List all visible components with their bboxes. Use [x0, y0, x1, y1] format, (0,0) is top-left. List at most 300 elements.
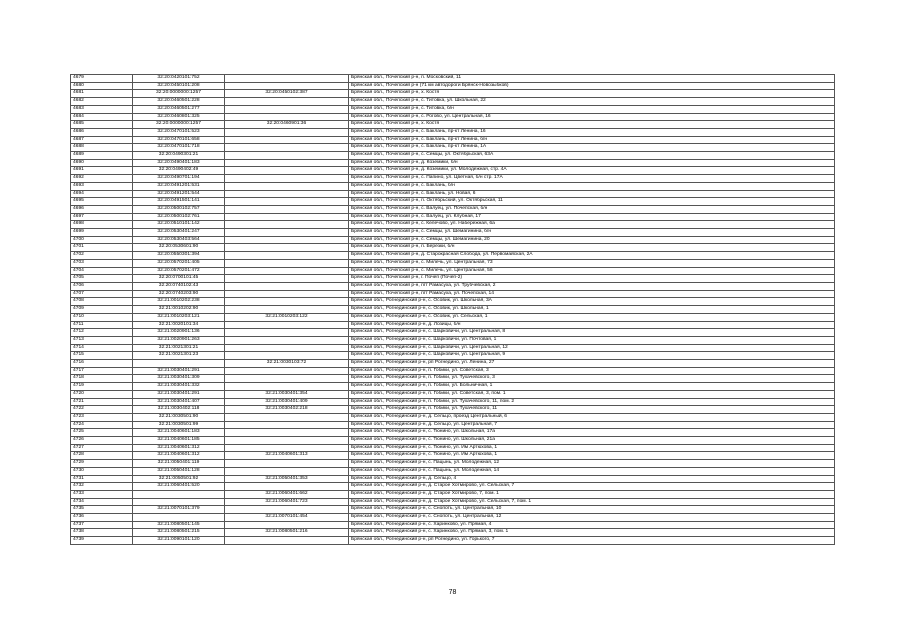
cadastral-number-cell	[133, 498, 225, 506]
table-row	[71, 506, 835, 514]
table-row	[71, 321, 835, 329]
row-number-cell: 4707	[71, 290, 133, 298]
table-row	[71, 537, 835, 545]
table-row	[71, 236, 835, 244]
address-cell: Брянская обл., Рогнединский р-н, рп Рогнедино, ул. Ленина, 27	[349, 360, 835, 368]
table-row	[71, 413, 835, 421]
address-cell: Брянская обл., Почепский р-н, с. Милечь, ул. Центральная, 56	[349, 267, 835, 275]
address-cell: Брянская обл., Рогнединский р-н, п. Гобики, ул. Советская, 3, пом. 1	[349, 390, 835, 398]
table-row	[71, 444, 835, 452]
address-cell: Брянская обл., Почепский р-н, с. Семцы, ул. Шемагинина, б/н	[349, 229, 835, 237]
object-cadastral-number-cell	[225, 367, 349, 375]
row-number-cell: 4723	[71, 413, 133, 421]
cadastral-number-cell: 32:21:0050401:128	[133, 467, 225, 475]
row-number-cell: 4732	[71, 483, 133, 491]
cadastral-number-cell: 32:20:0460801:325	[133, 113, 225, 121]
address-cell: Брянская обл., Почепский р-н, п. Березки, б/н	[349, 244, 835, 252]
cadastral-number-cell: 32:20:0490401:183	[133, 159, 225, 167]
row-number-cell: 4733	[71, 490, 133, 498]
address-cell: Брянская обл., Рогнединский р-н, с. Тюнино, ул. Школьная, 21а	[349, 437, 835, 445]
object-cadastral-number-cell: 32:21:0050401:353	[225, 475, 349, 483]
address-cell: Брянская обл., Рогнединский р-н, с. Шарковичи, ул. Почтовая, 1	[349, 336, 835, 344]
object-cadastral-number-cell	[225, 306, 349, 314]
object-cadastral-number-cell	[225, 383, 349, 391]
row-number-cell: 4722	[71, 406, 133, 414]
table-row	[71, 290, 835, 298]
row-number-cell: 4681	[71, 90, 133, 98]
address-cell: Брянская обл., Почепский р-н, п. Октябрьский, ул. Октябрьская, 11	[349, 198, 835, 206]
object-cadastral-number-cell	[225, 252, 349, 260]
object-cadastral-number-cell	[225, 352, 349, 360]
object-cadastral-number-cell: 32:21:0030401:409	[225, 398, 349, 406]
table-row	[71, 421, 835, 429]
row-number-cell: 4683	[71, 105, 133, 113]
table-row	[71, 175, 835, 183]
row-number-cell: 4718	[71, 375, 133, 383]
object-cadastral-number-cell	[225, 537, 349, 545]
row-number-cell: 4737	[71, 521, 133, 529]
table-row	[71, 205, 835, 213]
table-row	[71, 198, 835, 206]
address-cell: Брянская обл., Рогнединский р-н, д. Сельцо, ул. Центральная, 7	[349, 421, 835, 429]
object-cadastral-number-cell	[225, 113, 349, 121]
row-number-cell: 4680	[71, 82, 133, 90]
object-cadastral-number-cell: 32:21:0030103:72	[225, 360, 349, 368]
table-row	[71, 213, 835, 221]
address-cell: Брянская обл., Почепский р-н, с. Баклань, пр-кт Ленина, б/н	[349, 136, 835, 144]
table-row	[71, 521, 835, 529]
table-row	[71, 221, 835, 229]
cadastral-number-cell: 32:20:0490301:21	[133, 152, 225, 160]
row-number-cell: 4679	[71, 75, 133, 83]
cadastral-number-cell: 32:20:0500102:757	[133, 205, 225, 213]
cadastral-number-cell	[133, 360, 225, 368]
object-cadastral-number-cell	[225, 98, 349, 106]
object-cadastral-number-cell	[225, 429, 349, 437]
row-number-cell: 4685	[71, 121, 133, 129]
cadastral-number-cell	[133, 514, 225, 522]
cadastral-number-cell: 32:20:0490701:194	[133, 175, 225, 183]
address-cell: Брянская обл., Рогнединский р-н, д. Сельцо, проезд Центральный, 6	[349, 413, 835, 421]
row-number-cell: 4734	[71, 498, 133, 506]
object-cadastral-number-cell	[225, 213, 349, 221]
row-number-cell: 4686	[71, 128, 133, 136]
row-number-cell: 4684	[71, 113, 133, 121]
object-cadastral-number-cell	[225, 267, 349, 275]
table-row	[71, 367, 835, 375]
row-number-cell: 4711	[71, 321, 133, 329]
cadastral-number-cell: 32:21:0030501:90	[133, 413, 225, 421]
table-row	[71, 336, 835, 344]
object-cadastral-number-cell	[225, 236, 349, 244]
object-cadastral-number-cell	[225, 329, 349, 337]
address-cell: Брянская обл., Рогнединский р-н, д. Старое Хотмирово, ул. Сельская, 7	[349, 483, 835, 491]
row-number-cell: 4688	[71, 144, 133, 152]
cadastral-number-cell: 32:21:0040601:312	[133, 444, 225, 452]
table-row	[71, 360, 835, 368]
row-number-cell: 4704	[71, 267, 133, 275]
cadastral-number-cell: 32:21:0020101:34	[133, 321, 225, 329]
address-cell: Брянская обл., Почепский р-н, пгт Рамасуха, ул. Трубчевская, 2	[349, 282, 835, 290]
cadastral-number-cell: 32:21:0090101:120	[133, 537, 225, 545]
table-row	[71, 483, 835, 491]
cadastral-number-cell: 32:20:0470101:658	[133, 136, 225, 144]
row-number-cell: 4703	[71, 259, 133, 267]
row-number-cell: 4714	[71, 344, 133, 352]
cadastral-number-cell	[133, 490, 225, 498]
address-cell: Брянская обл., Почепский р-н, с. Титовка, ул. Школьная, 22	[349, 98, 835, 106]
object-cadastral-number-cell	[225, 421, 349, 429]
table-row	[71, 90, 835, 98]
cadastral-number-cell: 32:21:0021301:23	[133, 352, 225, 360]
table-row	[71, 437, 835, 445]
row-number-cell: 4689	[71, 152, 133, 160]
object-cadastral-number-cell	[225, 336, 349, 344]
row-number-cell: 4700	[71, 236, 133, 244]
address-cell: Брянская обл., Почепский р-н, с. Баклань, б/н	[349, 182, 835, 190]
row-number-cell: 4696	[71, 205, 133, 213]
address-cell: Брянская обл., Рогнединский р-н, с. Снопоть, ул. Центральная, 12	[349, 514, 835, 522]
object-cadastral-number-cell	[225, 437, 349, 445]
table-row	[71, 313, 835, 321]
table-row	[71, 298, 835, 306]
address-cell: Брянская обл., Рогнединский р-н, п. Гобики, ул. Советская, 3	[349, 367, 835, 375]
cadastral-number-cell: 32:20:0500102:761	[133, 213, 225, 221]
address-cell: Брянская обл., Почепский р-н, х. Костя	[349, 90, 835, 98]
object-cadastral-number-cell: 32:21:0060401:723	[225, 498, 349, 506]
table-row	[71, 406, 835, 414]
page-number: 78	[448, 589, 457, 596]
address-cell: Брянская обл., Почепский р-н, с. Семцы, ул. Октябрьская, 63А	[349, 152, 835, 160]
row-number-cell: 4713	[71, 336, 133, 344]
object-cadastral-number-cell	[225, 344, 349, 352]
cadastral-number-cell: 32:21:0030501:99	[133, 421, 225, 429]
cadastral-number-cell: 32:21:0040601:183	[133, 429, 225, 437]
object-cadastral-number-cell	[225, 198, 349, 206]
address-cell: Брянская обл., Почепский р-н, с. Папино, ул. Цветная, б/н стр. 17А	[349, 175, 835, 183]
cadastral-number-cell: 32:20:0491201:544	[133, 190, 225, 198]
object-cadastral-number-cell	[225, 221, 349, 229]
address-cell: Брянская обл., Почепский р-н, х. Костя	[349, 121, 835, 129]
object-cadastral-number-cell	[225, 298, 349, 306]
object-cadastral-number-cell: 32:21:0030401:354	[225, 390, 349, 398]
row-number-cell: 4725	[71, 429, 133, 437]
object-cadastral-number-cell	[225, 182, 349, 190]
address-cell: Брянская обл., Рогнединский р-н, с. Пацынь, ул. Молодежная, 12	[349, 460, 835, 468]
row-number-cell: 4720	[71, 390, 133, 398]
table-row	[71, 182, 835, 190]
table-row	[71, 275, 835, 283]
object-cadastral-number-cell	[225, 521, 349, 529]
row-number-cell: 4716	[71, 360, 133, 368]
object-cadastral-number-cell	[225, 144, 349, 152]
object-cadastral-number-cell	[225, 467, 349, 475]
address-cell: Брянская обл., Рогнединский р-н, с. Снопоть, ул. Центральная, 10	[349, 506, 835, 514]
table-row	[71, 152, 835, 160]
cadastral-number-cell: 32:20:0700101:45	[133, 275, 225, 283]
object-cadastral-number-cell	[225, 229, 349, 237]
row-number-cell: 4691	[71, 167, 133, 175]
row-number-cell: 4702	[71, 252, 133, 260]
cadastral-number-cell: 32:20:0450101:208	[133, 82, 225, 90]
table-row	[71, 113, 835, 121]
address-cell: Брянская обл., Почепский р-н, г. Почеп (Почеп-2)	[349, 275, 835, 283]
row-number-cell: 4709	[71, 306, 133, 314]
table-row	[71, 82, 835, 90]
address-cell: Брянская обл., Рогнединский р-н, п. Гобики, ул. Тухачевского, 3	[349, 375, 835, 383]
object-cadastral-number-cell	[225, 128, 349, 136]
object-cadastral-number-cell	[225, 105, 349, 113]
table-row	[71, 429, 835, 437]
cadastral-number-cell: 32:21:0040601:312	[133, 452, 225, 460]
object-cadastral-number-cell	[225, 136, 349, 144]
row-number-cell: 4701	[71, 244, 133, 252]
row-number-cell: 4682	[71, 98, 133, 106]
object-cadastral-number-cell	[225, 282, 349, 290]
table-row	[71, 398, 835, 406]
cadastral-number-cell: 32:20:0000000:1257	[133, 90, 225, 98]
table-row	[71, 259, 835, 267]
object-cadastral-number-cell	[225, 190, 349, 198]
object-cadastral-number-cell: 32:21:0040601:313	[225, 452, 349, 460]
cadastral-number-cell: 32:20:0460501:277	[133, 105, 225, 113]
row-number-cell: 4731	[71, 475, 133, 483]
address-cell: Брянская обл., Рогнединский р-н, д. Сельцо, 4	[349, 475, 835, 483]
row-number-cell: 4710	[71, 313, 133, 321]
address-cell: Брянская обл., Почепский р-н, пгт Рамасуха, ул. Почепская, 14	[349, 290, 835, 298]
object-cadastral-number-cell: 32:21:0060401:662	[225, 490, 349, 498]
object-cadastral-number-cell: 32:21:0080501:216	[225, 529, 349, 537]
object-cadastral-number-cell: 32:21:0070101:454	[225, 514, 349, 522]
table-row	[71, 390, 835, 398]
cadastral-number-cell: 32:20:0460501:228	[133, 98, 225, 106]
address-cell: Брянская обл., Рогнединский р-н, рп Рогнедино, ул. Горького, 7	[349, 537, 835, 545]
address-cell: Брянская обл., Почепский р-н, с. Рогово, ул. Центральная, 16	[349, 113, 835, 121]
row-number-cell: 4690	[71, 159, 133, 167]
object-cadastral-number-cell	[225, 82, 349, 90]
cadastral-number-cell: 32:21:0010202:238	[133, 298, 225, 306]
table-row	[71, 252, 835, 260]
row-number-cell: 4715	[71, 352, 133, 360]
cadastral-number-cell: 32:21:0050501:92	[133, 475, 225, 483]
object-cadastral-number-cell	[225, 159, 349, 167]
cadastral-number-cell: 32:21:0030401:332	[133, 383, 225, 391]
address-cell: Брянская обл., Почепский р-н, с. Валуец, ул. Почепская, б/н	[349, 205, 835, 213]
address-cell: Брянская обл., Рогнединский р-н, с. Тюнино, ул. Школьная, 17а	[349, 429, 835, 437]
table-row	[71, 344, 835, 352]
object-cadastral-number-cell	[225, 205, 349, 213]
row-number-cell: 4719	[71, 383, 133, 391]
row-number-cell: 4698	[71, 221, 133, 229]
address-cell: Брянская обл., Почепский р-н, д. Старокрасная Слобода, ул. Первомайская, 2А	[349, 252, 835, 260]
address-cell: Брянская обл., Почепский р-н, с. Милечь, ул. Центральная, 73	[349, 259, 835, 267]
table-row	[71, 352, 835, 360]
address-cell: Брянская обл., Почепский р-н, с. Баклань, ул. Новая, 6	[349, 190, 835, 198]
table-row	[71, 105, 835, 113]
cadastral-number-cell: 32:21:0060401:520	[133, 483, 225, 491]
object-cadastral-number-cell	[225, 244, 349, 252]
row-number-cell: 4705	[71, 275, 133, 283]
cadastral-number-cell: 32:20:0470101:523	[133, 128, 225, 136]
address-cell: Брянская обл., Рогнединский р-н, с. Осовик, ул. Школьная, 1	[349, 306, 835, 314]
address-cell: Брянская обл., Рогнединский р-н, с. Тюнино, ул. Им Артюхова, 1	[349, 444, 835, 452]
cadastral-number-cell: 32:20:0510101:142	[133, 221, 225, 229]
address-cell: Брянская обл., Рогнединский р-н, с. Осовик, ул. Школьная, 3А	[349, 298, 835, 306]
row-number-cell: 4692	[71, 175, 133, 183]
address-cell: Брянская обл., Рогнединский р-н, с. Харинково, ул. Прямая, 3, пом. 1	[349, 529, 835, 537]
object-cadastral-number-cell: 32:21:0030402:218	[225, 406, 349, 414]
row-number-cell: 4712	[71, 329, 133, 337]
cadastral-number-cell: 32:20:0530601:90	[133, 244, 225, 252]
cadastral-number-cell: 32:21:0030401:407	[133, 398, 225, 406]
table-row	[71, 159, 835, 167]
object-cadastral-number-cell	[225, 275, 349, 283]
row-number-cell: 4693	[71, 182, 133, 190]
row-number-cell: 4708	[71, 298, 133, 306]
address-cell: Брянская обл., Почепский р-н, с. Семцы, ул. Шемагинина, 20	[349, 236, 835, 244]
table-row	[71, 467, 835, 475]
cadastral-number-cell: 32:21:0020901:136	[133, 329, 225, 337]
table-row	[71, 460, 835, 468]
cadastral-number-cell: 32:21:0030401:309	[133, 375, 225, 383]
object-cadastral-number-cell: 32:20:0450102:387	[225, 90, 349, 98]
registry-table-body	[71, 75, 835, 545]
cadastral-number-cell: 32:21:0021301:21	[133, 344, 225, 352]
table-row	[71, 383, 835, 391]
address-cell: Брянская обл., Рогнединский р-н, д. Лозицы, б/н	[349, 321, 835, 329]
address-cell: Брянская обл., Рогнединский р-н, с. Харинково, ул. Прямая, 4	[349, 521, 835, 529]
table-row	[71, 244, 835, 252]
row-number-cell: 4721	[71, 398, 133, 406]
table-row	[71, 529, 835, 537]
address-cell: Брянская обл., Почепский р-н, д. Коземики, б/н	[349, 159, 835, 167]
cadastral-number-cell: 32:21:0020901:263	[133, 336, 225, 344]
table-row	[71, 136, 835, 144]
address-cell: Брянская обл., Почепский р-н, д. Коземики, ул. Молодежная, стр. 4А	[349, 167, 835, 175]
table-row	[71, 498, 835, 506]
object-cadastral-number-cell	[225, 321, 349, 329]
cadastral-number-cell: 32:20:0570201:472	[133, 267, 225, 275]
object-cadastral-number-cell	[225, 444, 349, 452]
address-cell: Брянская обл., Рогнединский р-н, с. Шарковичи, ул. Центральная, 12	[349, 344, 835, 352]
address-cell: Брянская обл., Рогнединский р-н, с. Шарковичи, ул. Центральная, 8	[349, 329, 835, 337]
table-row	[71, 229, 835, 237]
row-number-cell: 4729	[71, 460, 133, 468]
object-cadastral-number-cell	[225, 375, 349, 383]
row-number-cell: 4727	[71, 444, 133, 452]
table-row	[71, 452, 835, 460]
row-number-cell: 4687	[71, 136, 133, 144]
address-cell: Брянская обл., Рогнединский р-н, с. Пацынь, ул. Молодежная, 14	[349, 467, 835, 475]
cadastral-number-cell: 32:21:0050401:119	[133, 460, 225, 468]
cadastral-number-cell: 32:20:0740102:43	[133, 282, 225, 290]
cadastral-number-cell: 32:20:0470101:718	[133, 144, 225, 152]
cadastral-number-cell: 32:21:0010203:121	[133, 313, 225, 321]
address-cell: Брянская обл., Почепский р-н (71 км автодороги Брянск-Новозыбков)	[349, 82, 835, 90]
address-cell: Брянская обл., Почепский р-н, с. Валуец, ул. Клубная, 17	[349, 213, 835, 221]
cadastral-number-cell: 32:21:0080501:145	[133, 521, 225, 529]
table-row	[71, 490, 835, 498]
table-row	[71, 329, 835, 337]
cadastral-number-cell: 32:20:0740203:90	[133, 290, 225, 298]
object-cadastral-number-cell	[225, 259, 349, 267]
cadastral-number-cell: 32:20:0000000:1257	[133, 121, 225, 129]
row-number-cell: 4695	[71, 198, 133, 206]
row-number-cell: 4694	[71, 190, 133, 198]
table-row	[71, 267, 835, 275]
table-row	[71, 190, 835, 198]
address-cell: Брянская обл., Рогнединский р-н, с. Тюнино, ул. Им Артюхова, 1	[349, 452, 835, 460]
cadastral-number-cell: 32:21:0070101:379	[133, 506, 225, 514]
row-number-cell: 4736	[71, 514, 133, 522]
object-cadastral-number-cell	[225, 506, 349, 514]
cadastral-number-cell: 32:21:0030401:291	[133, 367, 225, 375]
row-number-cell: 4717	[71, 367, 133, 375]
cadastral-number-cell: 32:20:0491201:531	[133, 182, 225, 190]
address-cell: Брянская обл., Рогнединский р-н, п. Гобики, ул. Больничная, 1	[349, 383, 835, 391]
row-number-cell: 4697	[71, 213, 133, 221]
table-row	[71, 375, 835, 383]
address-cell: Брянская обл., Почепский р-н, с. Келечово, ул. Набережная, 6а	[349, 221, 835, 229]
table-row	[71, 306, 835, 314]
object-cadastral-number-cell: 32:21:0010203:122	[225, 313, 349, 321]
object-cadastral-number-cell	[225, 75, 349, 83]
cadastral-number-cell: 32:20:0530401:247	[133, 229, 225, 237]
address-cell: Брянская обл., Почепский р-н, с. Титовка, б/н	[349, 105, 835, 113]
row-number-cell: 4724	[71, 421, 133, 429]
cadastral-number-cell: 32:20:0490402:49	[133, 167, 225, 175]
table-row	[71, 128, 835, 136]
cadastral-number-cell: 32:21:0080501:215	[133, 529, 225, 537]
table-row	[71, 475, 835, 483]
cadastral-number-cell: 32:20:0570201:405	[133, 259, 225, 267]
table-row	[71, 167, 835, 175]
address-cell: Брянская обл., Почепский р-н, с. Баклань, пр-кт Ленина, 1А	[349, 144, 835, 152]
object-cadastral-number-cell	[225, 175, 349, 183]
object-cadastral-number-cell	[225, 167, 349, 175]
table-row	[71, 121, 835, 129]
table-row	[71, 98, 835, 106]
object-cadastral-number-cell	[225, 460, 349, 468]
row-number-cell: 4726	[71, 437, 133, 445]
object-cadastral-number-cell	[225, 152, 349, 160]
cadastral-number-cell: 32:20:0550301:394	[133, 252, 225, 260]
row-number-cell: 4706	[71, 282, 133, 290]
cadastral-number-cell: 32:21:0030402:118	[133, 406, 225, 414]
row-number-cell: 4699	[71, 229, 133, 237]
cadastral-number-cell: 32:21:0040601:185	[133, 437, 225, 445]
object-cadastral-number-cell	[225, 483, 349, 491]
cadastral-number-cell: 32:21:0010202:90	[133, 306, 225, 314]
address-cell: Брянская обл., Рогнединский р-н, п. Гобики, ул. Тухачевского, 11, пом. 2	[349, 398, 835, 406]
row-number-cell: 4735	[71, 506, 133, 514]
object-cadastral-number-cell: 32:20:0460901:36	[225, 121, 349, 129]
registry-table	[70, 74, 835, 545]
address-cell: Брянская обл., Почепский р-н, с. Баклань, пр-кт Ленина, 16	[349, 128, 835, 136]
cadastral-number-cell: 32:20:0530403:564	[133, 236, 225, 244]
address-cell: Брянская обл., Рогнединский р-н, с. Шарковичи, ул. Центральная, 9	[349, 352, 835, 360]
object-cadastral-number-cell	[225, 290, 349, 298]
cadastral-number-cell: 32:20:0420101:752	[133, 75, 225, 83]
table-row	[71, 514, 835, 522]
row-number-cell: 4730	[71, 467, 133, 475]
address-cell: Брянская обл., Рогнединский р-н, д. Старое Хотмирово, ул. Сельская, 7, пом. 1	[349, 498, 835, 506]
row-number-cell: 4728	[71, 452, 133, 460]
address-cell: Брянская обл., Рогнединский р-н, д. Старое Хотмирово, 7, пом. 1	[349, 490, 835, 498]
cadastral-number-cell: 32:21:0030401:291	[133, 390, 225, 398]
address-cell: Брянская обл., Рогнединский р-н, с. Осовик, ул. Сельская, 1	[349, 313, 835, 321]
address-cell: Брянская обл., Почепский р-н, п. Московский, 11	[349, 75, 835, 83]
